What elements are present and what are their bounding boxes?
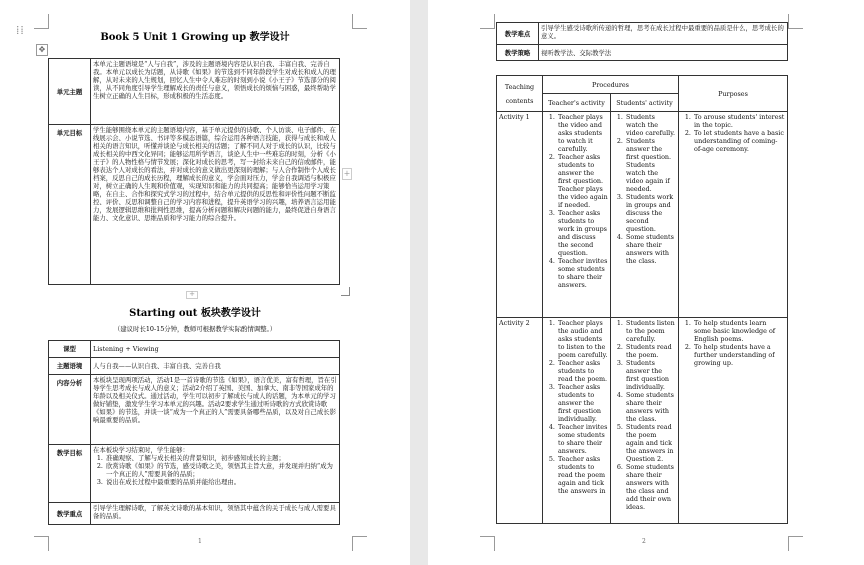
unit-goal-content: 学生能够围绕本单元的主题语境内容，基于单元提供的诗歌、个人访谈、电子邮件、在线展示会、小说节选、书评等多模态语篇，综合运用各种语言技能，获得与成长和成人相关的语言知识，听懂并谈论与成长相关的话题；了解不同人对于成长的认识，比较与成长相关的中西文化异同；能够运用所学语言，谈论人生中一些难忘的时刻，分析《小王子》的人物性格与情节发展；深化对成长的思考，写一封给未来自己的信或邮件，能够表达个人对成长的看法，并对成长的意义做出更深刻的理解；与人合作制作个人成长档案，反思自己的成长历程，理解成长的意义，学会面对压力，学会自我调适与积极应对，树立正确的人生观和价值观，实现知识和能力的共同提高；能够恰当运用学习策略，在自主、合作和探究式学习的过程中，结合单元提供的反思性和评价性问题不断监控、评价、反思和调整自己的学习内容和进程，提升英语学习的兴趣，培养语言运用能力，发展逻辑思维和批判性思维，提高分析问题和解决问题的能力，最终促进自身语言能力、文化意识、思维品质和学习能力的综合提升。 — [91, 125, 340, 285]
difficulty-label: 教学难点 — [497, 23, 539, 45]
list-item: 2. Teacher asks students to answer the first question. Teacher plays the video again if needed. — [557, 153, 608, 209]
list-item: 4. Some students share their answers with the class. — [625, 233, 676, 265]
table-row — [49, 341, 340, 358]
table-row — [497, 23, 788, 45]
table-row — [49, 503, 340, 525]
table-row — [49, 125, 340, 285]
table-header-row — [497, 76, 788, 94]
table-row — [49, 59, 340, 125]
crop-mark — [480, 14, 495, 29]
list-item: 1. Students watch the video carefully. — [625, 113, 676, 137]
list-item: 1. Teacher plays the video and asks students to watch it carefully. — [557, 113, 608, 153]
activity-name: Activity 2 — [497, 318, 543, 524]
list-item: 3. Students work in groups and discuss the second question. — [625, 193, 676, 233]
teaching-goal-list — [93, 454, 337, 486]
procedure-table — [496, 75, 788, 524]
table-move-icon[interactable]: ✥ — [36, 44, 48, 56]
list-item: 2. 欣赏诗歌《如果》的节选，感受诗歌之美，领悟其主旨大意，并发现并归纳“成为一个真正的人”需要具备的品质； — [105, 462, 337, 478]
list-item: 5. Teacher asks students to read the poem again and tick the answers in — [557, 455, 608, 495]
table-resize-handle[interactable] — [341, 287, 350, 296]
content-analysis-label: 内容分析 — [49, 375, 91, 445]
purposes-cell — [679, 112, 788, 318]
list-item: 1. Teacher plays the audio and asks students to listen to the poem carefully. — [557, 319, 608, 359]
teacher-activity-cell — [543, 318, 611, 524]
document-title: Book 5 Unit 1 Growing up 教学设计 — [100, 32, 290, 43]
students-activity-header: Students' activity — [611, 94, 679, 112]
list-item: 5. Students read the poem again and tick the answers in Question 2. — [625, 423, 676, 463]
add-column-icon[interactable]: + — [186, 291, 198, 299]
list-item: 1. To arouse students' interest in the topic. — [693, 113, 785, 129]
theme-context-content: 人与自我——认识自我、丰富自我、完善自我 — [91, 358, 340, 375]
list-item: 6. Some students share their answers with the class and add their own ideas. — [625, 463, 676, 511]
list-item: 2. To let students have a basic understanding of coming-of-age ceremony. — [693, 129, 785, 153]
lesson-type-label: 课型 — [49, 341, 91, 358]
key-point-content: 引导学生理解诗歌，了解英文诗歌的基本知识，领悟其中蕴含的关于成长与成人需要具备的品质。 — [91, 503, 340, 525]
crop-mark — [34, 536, 49, 551]
list-item: 2. Students read the poem. — [625, 343, 676, 359]
section-title: Starting out 板块教学设计 — [129, 308, 261, 319]
theme-context-label: 主题语境 — [49, 358, 91, 375]
strategy-content: 视听教学法、交际教学法 — [539, 45, 788, 61]
list-item: 1. 准确观察、了解与成长相关的背景知识，初步感知成长的主题； — [105, 454, 337, 462]
list-item: 4. Teacher invites some students to share their answers. — [557, 257, 608, 289]
drag-handle-icon[interactable]: ⁞⁞ — [16, 23, 25, 37]
table-row — [497, 318, 788, 524]
purposes-header: Purposes — [679, 76, 788, 112]
unit-goal-label: 单元目标 — [49, 125, 91, 285]
teacher-activity-cell — [543, 112, 611, 318]
table-row — [49, 358, 340, 375]
list-item: 2. Students answer the first question. Students watch the video again if needed. — [625, 137, 676, 193]
table-row — [49, 375, 340, 445]
teaching-contents-header — [497, 76, 543, 112]
difficulty-content: 引导学生感受诗歌所传递的哲理，思考在成长过程中最重要的品质是什么，思考成长的意义。 — [539, 23, 788, 45]
list-item: 2. To help students have a further understanding of growing up. — [693, 343, 785, 367]
crop-mark — [788, 14, 803, 29]
add-row-icon[interactable]: + — [343, 169, 351, 178]
list-item: 1. Students listen to the poem carefully. — [625, 319, 676, 343]
lesson-table — [48, 340, 340, 525]
list-item: 3. Teacher asks students to answer the first question individually. — [557, 383, 608, 423]
unit-theme-label: 单元主题 — [49, 59, 91, 125]
teacher-activity-header: Teacher's activity — [543, 94, 611, 112]
crop-mark — [352, 14, 367, 29]
page-number: 1 — [198, 538, 202, 545]
header-text: contents — [505, 96, 534, 105]
content-analysis-content: 本板块呈现两项活动，活动1是一首诗歌的节选《如果》，语言优美，富有哲理，旨在引导学生思考成长与成人的意义；活动2介绍了英国、美国、加拿大、南非等国家成年的年龄以及相关仪式。通过活动，学生可以初步了解成长与成人的话题，为本单元的学习做好铺垫，激发学生学习本单元的兴趣。活动2要求学生通过听诗歌的方式欣赏诗歌《如果》的节选，并谈一谈“成为一个真正的人”需要具备哪些品质，以及对自己成长影响最重要的品质。 — [91, 375, 340, 445]
document-page-2 — [428, 0, 864, 565]
list-item: 3. 说出在成长过程中最重要的品质并能给出理由。 — [105, 478, 337, 486]
list-item: 4. Teacher invites some students to share their answers. — [557, 423, 608, 455]
crop-mark — [480, 536, 495, 551]
document-page-1 — [0, 0, 410, 565]
activity-name: Activity 1 — [497, 112, 543, 318]
students-activity-cell — [611, 318, 679, 524]
lesson-type-content: Listening + Viewing — [91, 341, 340, 358]
unit-table — [48, 58, 340, 285]
teaching-goal-intro: 在本板块学习结束时，学生能够： — [93, 446, 189, 454]
unit-theme-content: 本单元主题语境是“人与自我”，涉及的主题语境内容是认识自我、丰富自我、完善自我。本单元以成长为话题，从诗歌《如果》的节选到不同年龄段学生对成长和成人的理解，从对未来的人生规划，回忆人生中令人难忘的时刻到小说《小王子》节选部分的阅读，从不同角度引导学生理解成长的责任与意义，领悟成长的烦恼与困惑，最终帮助学生树立正确的人生目标，形成积极的生活态度。 — [91, 59, 340, 125]
header-text: Teaching — [504, 82, 535, 91]
procedures-header: Procedures — [543, 76, 679, 94]
table-row — [49, 445, 340, 503]
list-item: 3. Teacher asks students to work in groups and discuss the second question. — [557, 209, 608, 257]
table-row — [497, 112, 788, 318]
crop-mark — [34, 14, 49, 29]
teaching-goal-label: 教学目标 — [49, 445, 91, 503]
teaching-goal-content — [91, 445, 340, 503]
page-number: 2 — [642, 538, 646, 545]
table-row — [497, 45, 788, 61]
crop-mark — [788, 536, 803, 551]
key-point-label: 教学重点 — [49, 503, 91, 525]
crop-mark — [352, 536, 367, 551]
section-note: （建议时长10-15分钟，教师可根据教学实际酌情调整。） — [113, 325, 277, 333]
list-item: 1. To help students learn some basic knowledge of English poems. — [693, 319, 785, 343]
strategy-label: 教学策略 — [497, 45, 539, 61]
list-item: 2. Teacher asks students to read the poem. — [557, 359, 608, 383]
list-item: 3. Students answer the first question individually. — [625, 359, 676, 391]
difficulty-table — [496, 22, 788, 61]
students-activity-cell — [611, 112, 679, 318]
list-item: 4. Some students share their answers with the class. — [625, 391, 676, 423]
purposes-cell — [679, 318, 788, 524]
